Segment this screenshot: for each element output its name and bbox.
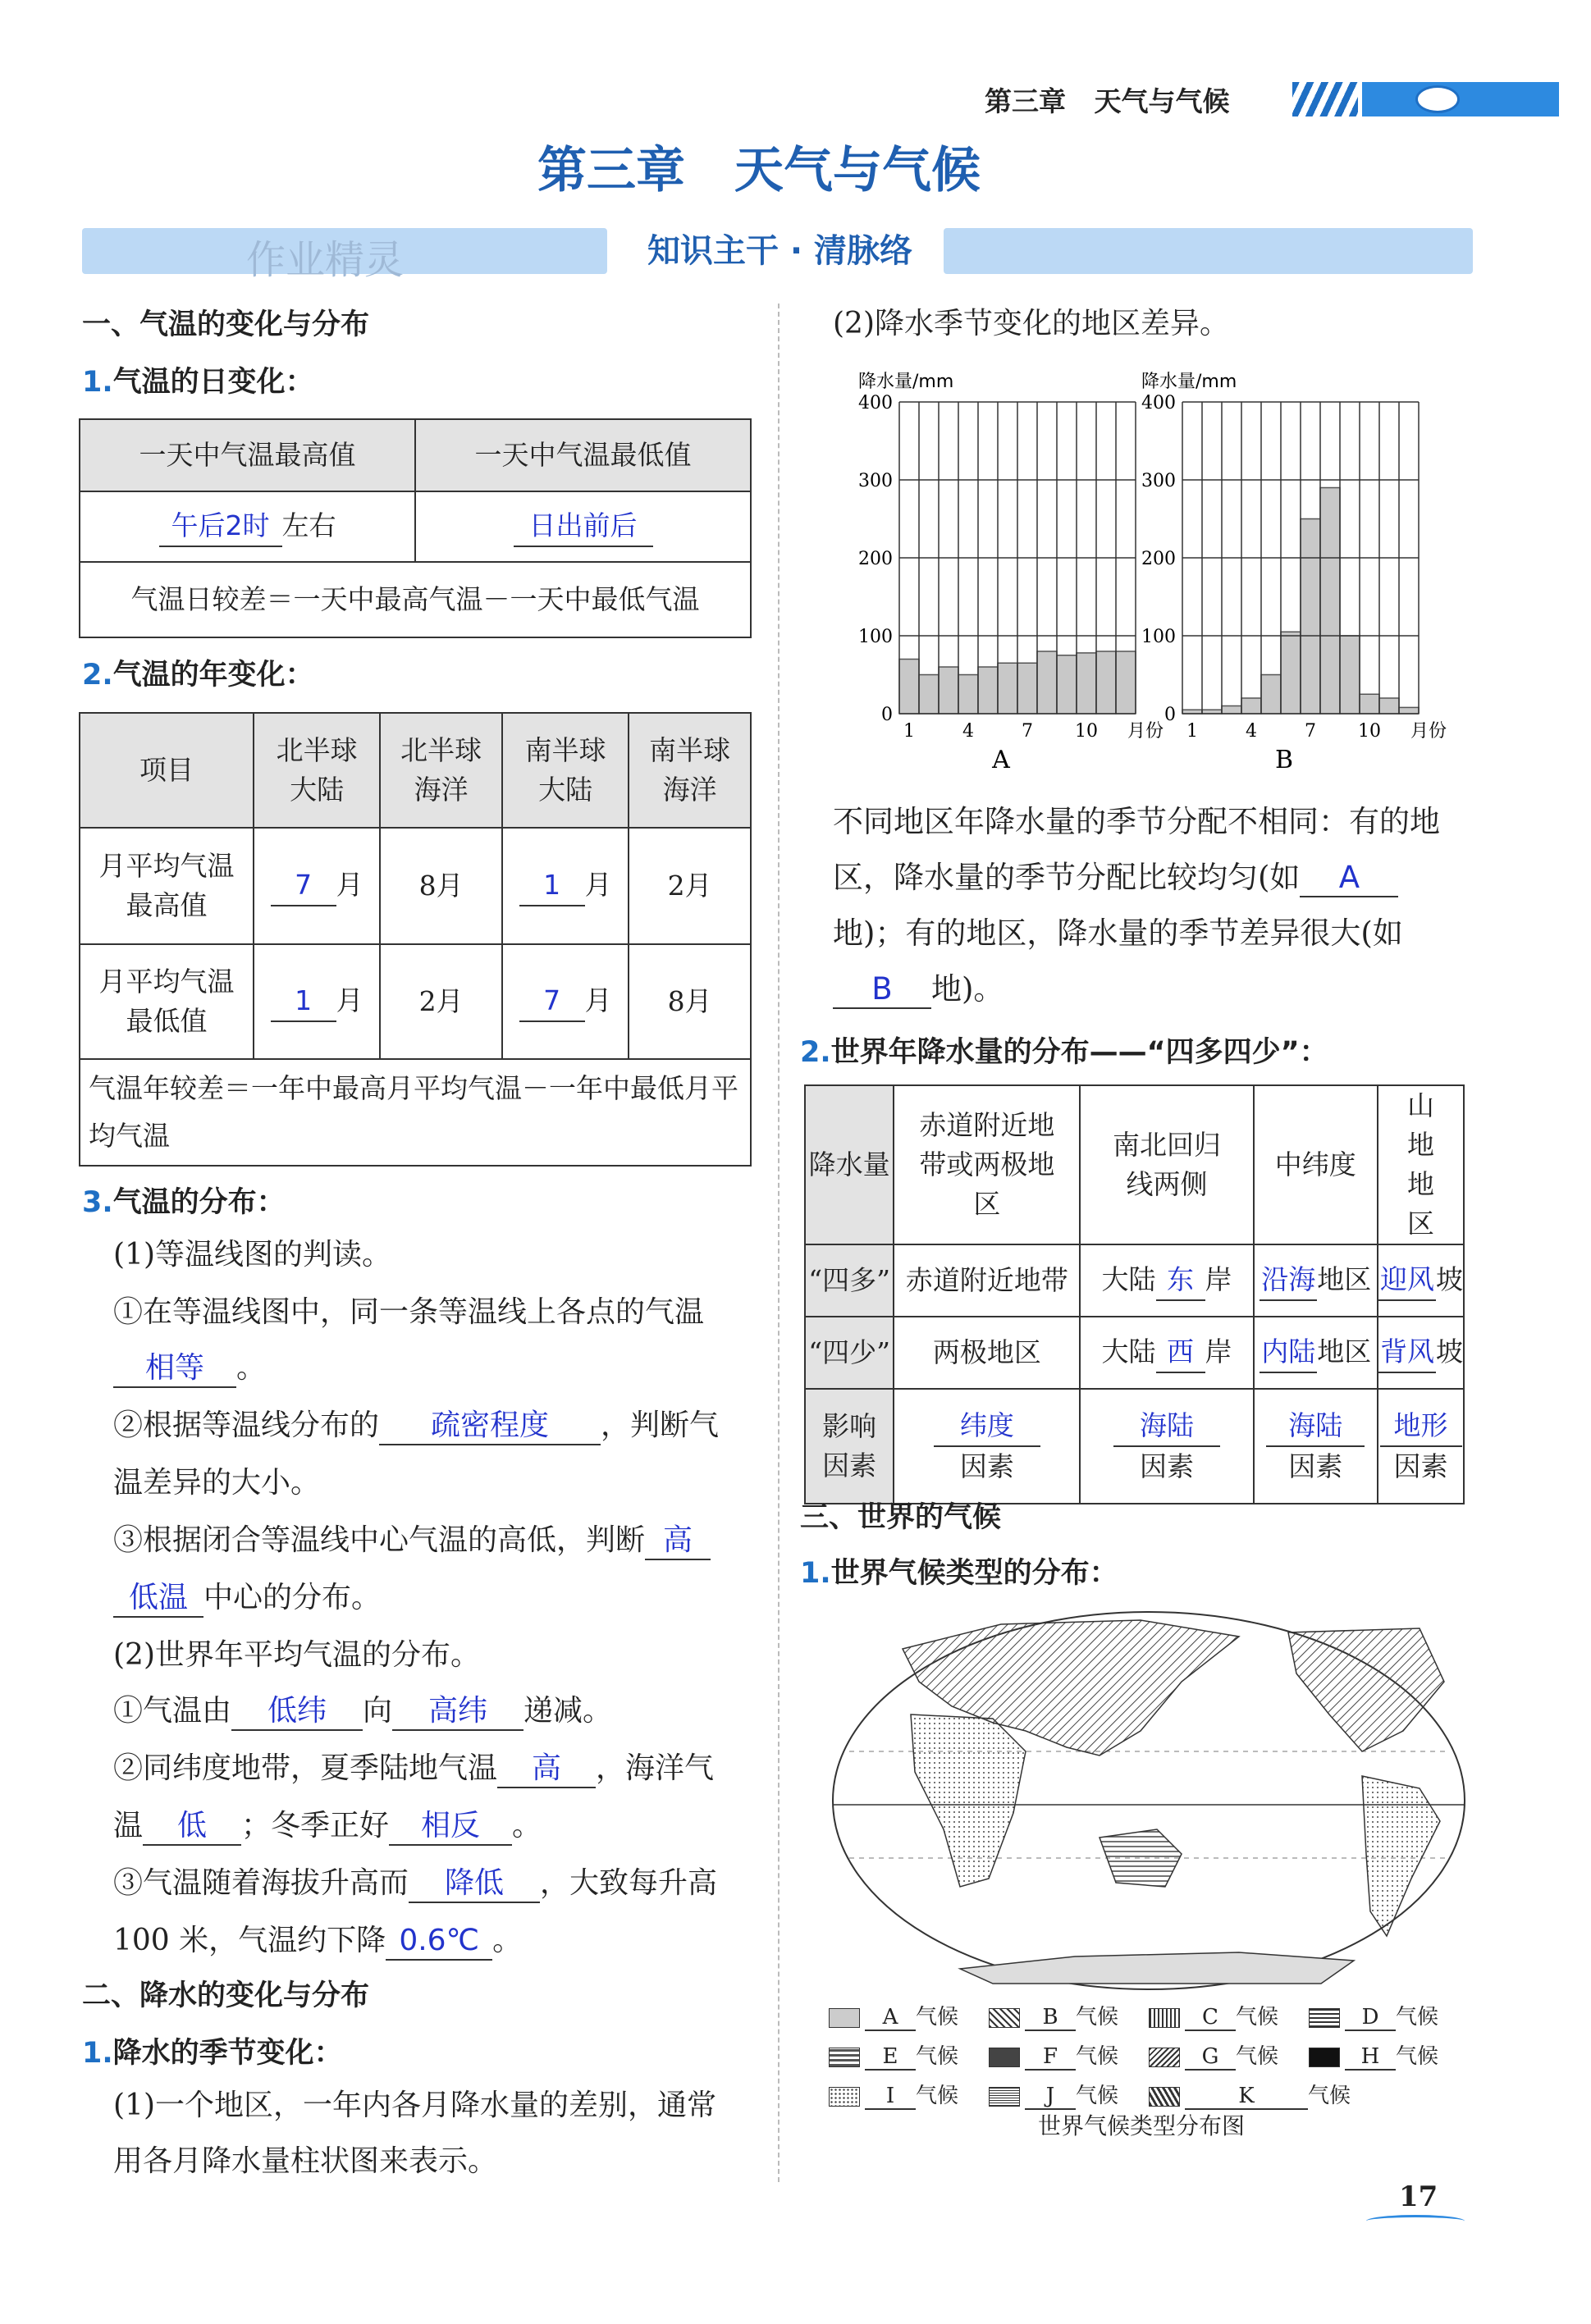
s2-q2-heading	[800, 1030, 1328, 1071]
q3-l5d: ；冬季正好	[241, 1809, 390, 1842]
q3-l6a: ③气温随着海拔升高而	[113, 1866, 409, 1900]
pt-r2-c2a: 大陆	[1101, 1336, 1156, 1367]
q3-l4c: 递减。	[523, 1694, 613, 1728]
pt-r3-s2: 因素	[1140, 1450, 1194, 1482]
q3-l2b: ，判断气	[601, 1409, 720, 1442]
s3-q1-label: 世界气候类型的分布：	[830, 1557, 1118, 1590]
annual-note: 气温年较差＝一年中最高月平均气温－一年中最低月平均气温	[80, 1059, 751, 1166]
annual-r1-unit3: 月	[584, 869, 612, 901]
column-divider	[778, 304, 779, 2182]
chart-a-ytick: 100	[858, 627, 893, 647]
q3-l5b: ，海洋气	[596, 1751, 715, 1785]
legend-item	[1149, 2079, 1351, 2110]
daily-note: 气温日较差＝一天中最高气温－一天中最低气温	[80, 562, 751, 637]
q3-answer-1: 相等	[113, 1350, 236, 1388]
legend-suffix: 气候	[916, 2005, 959, 2030]
legend-swatch	[829, 2087, 860, 2107]
legend-swatch	[1309, 2048, 1340, 2067]
running-header	[985, 80, 1229, 119]
chart-b-bar	[1241, 698, 1261, 714]
s2-text4	[833, 971, 1004, 1009]
q3-p1: (1)等温线图的判读。	[113, 1238, 391, 1272]
s1-q3-num: 3.	[82, 1186, 113, 1219]
legend-letter: H	[1345, 2044, 1396, 2071]
chart-b-ylabel: 降水量/mm	[1141, 372, 1237, 392]
chart-b-bar	[1222, 706, 1241, 715]
legend-item	[1309, 2039, 1469, 2071]
annual-h0: 项目	[80, 713, 254, 828]
q3-answer-5c: 相反	[389, 1808, 512, 1846]
q3-line5	[113, 1751, 714, 1788]
chart-a-bar	[1057, 655, 1077, 714]
q3-l6c: 100 米，气温约下降	[113, 1924, 386, 1957]
pt-r2-c3b: 地区	[1317, 1336, 1372, 1367]
annual-h2: 北半球海洋	[380, 713, 502, 828]
annual-r1-a1: 7	[271, 865, 336, 906]
chart-b-ytick: 0	[1164, 705, 1176, 725]
s1-q1-heading	[82, 359, 314, 400]
q3-line6	[113, 1865, 717, 1903]
chart-b-xtick: 4	[1246, 721, 1257, 742]
chart-a-bar	[1037, 651, 1057, 714]
banner-label: 知识主干 · 清脉络	[647, 232, 913, 270]
chart-b-bar	[1379, 698, 1399, 714]
annual-r2-a1: 1	[271, 981, 336, 1022]
chart-a-xtick: 7	[1022, 721, 1033, 742]
header-topic: 天气与气候	[1094, 85, 1230, 117]
section-2-heading: 二、降水的变化与分布	[82, 1979, 370, 2012]
s2-p1b: 用各月降水量柱状图来表示。	[113, 2144, 498, 2178]
legend-swatch	[1309, 2008, 1340, 2028]
legend-letter: J	[1025, 2084, 1076, 2110]
q3-answer-6a: 降低	[409, 1865, 540, 1903]
chart-a-bar	[919, 675, 939, 715]
legend-letter: A	[865, 2005, 916, 2031]
q3-answer-3b: 低温	[113, 1580, 203, 1618]
pt-r2-c1: 两极地区	[894, 1317, 1080, 1389]
legend-suffix: 气候	[1236, 2044, 1279, 2069]
legend-swatch	[989, 2087, 1020, 2107]
annual-r1-c4: 2月	[629, 828, 751, 944]
q3-l2a: ②根据等温线分布的	[113, 1409, 380, 1442]
pt-r3-s3: 因素	[1288, 1450, 1343, 1482]
pt-r1-c4	[1378, 1244, 1464, 1317]
header-chapter: 第三章	[985, 85, 1066, 117]
chart-a-xtick: 4	[962, 721, 974, 742]
legend-item	[829, 2079, 989, 2110]
legend-item	[989, 2000, 1149, 2031]
chart-b-bar	[1340, 636, 1360, 714]
pt-h4: 山地地区	[1378, 1085, 1464, 1244]
pt-r1-c4b: 坡	[1436, 1263, 1463, 1295]
annual-h3: 南半球大陆	[502, 713, 629, 828]
chart-a-bar	[939, 667, 958, 714]
banner-right	[944, 228, 1473, 274]
s2-text2	[833, 860, 1398, 897]
pt-r2-c2b: 岸	[1205, 1336, 1232, 1367]
annual-r1-unit1: 月	[336, 869, 363, 901]
s2-answer-A: A	[1300, 860, 1398, 897]
chart-b-xlabel: 月份	[1410, 721, 1447, 742]
daily-h1: 一天中气温最高值	[80, 419, 415, 491]
chart-a-xtick: 10	[1075, 721, 1098, 742]
q3-l5c: 温	[113, 1809, 144, 1842]
header-stripes	[1292, 82, 1358, 116]
pt-r2-c4	[1378, 1317, 1464, 1389]
chart-b-bar	[1301, 519, 1320, 715]
pt-r2-a2: 西	[1156, 1332, 1205, 1373]
legend-letter: B	[1025, 2005, 1076, 2031]
legend-letter: F	[1025, 2044, 1076, 2071]
legend-suffix: 气候	[1308, 2084, 1351, 2108]
chart-a-bar	[899, 660, 919, 715]
legend-swatch	[989, 2048, 1020, 2067]
q3-line2	[113, 1408, 719, 1445]
chart-a-ylabel: 降水量/mm	[858, 372, 954, 392]
chart-a-bar	[958, 675, 978, 715]
legend-swatch	[829, 2048, 860, 2067]
map-caption: 世界气候类型分布图	[1038, 2112, 1246, 2139]
pt-h2: 南北回归线两侧	[1080, 1085, 1253, 1244]
annual-r1-c3	[502, 828, 629, 944]
annual-r2-a3: 7	[519, 981, 585, 1022]
section-3-heading: 三、世界的气候	[800, 1501, 1002, 1534]
q3-answer-5b: 低	[143, 1808, 241, 1846]
chart-a-ytick: 400	[858, 393, 893, 413]
q3-l1b: 。	[236, 1351, 267, 1385]
annual-r2-c1	[254, 944, 380, 1059]
q3-line1-cont	[113, 1350, 266, 1388]
pt-r2-label: “四少”	[805, 1317, 894, 1389]
pt-h1: 赤道附近地带或两极地区	[894, 1085, 1080, 1244]
q3-line1: ①在等温线图中，同一条等温线上各点的气温	[113, 1295, 705, 1329]
s3-q1-num: 1.	[800, 1557, 831, 1590]
annual-r2-c4: 8月	[629, 944, 751, 1059]
pt-r1-a3: 沿海	[1260, 1260, 1317, 1301]
chart-a-title: A	[992, 746, 1010, 774]
chart-b-xtick: 10	[1358, 721, 1381, 742]
annual-r1-c2: 8月	[380, 828, 502, 944]
s2-p1: (1)一个地区，一年内各月降水量的差别，通常	[113, 2089, 716, 2122]
legend-letter: E	[865, 2044, 916, 2071]
legend-swatch	[1149, 2087, 1180, 2107]
chart-b-ytick: 200	[1141, 549, 1176, 569]
q3-line3	[113, 1523, 711, 1560]
s1-q3-label: 气温的分布：	[112, 1186, 286, 1219]
q3-answer-5a: 高	[497, 1751, 596, 1788]
q3-line2-cont: 温差异的大小。	[113, 1466, 321, 1500]
chart-b-bar	[1399, 707, 1419, 714]
legend-suffix: 气候	[1396, 2044, 1439, 2069]
page-number: 17	[1399, 2180, 1438, 2213]
pt-r3-s4: 因素	[1393, 1450, 1448, 1482]
chart-a-ytick: 300	[858, 471, 893, 491]
legend-swatch	[1149, 2048, 1180, 2067]
q3-l3a: ③根据闭合等温线中心气温的高低，判断	[113, 1523, 646, 1557]
annual-r2-unit3: 月	[584, 984, 612, 1016]
s2-q1-heading	[82, 2030, 343, 2071]
q3-answer-3a: 高	[645, 1523, 711, 1560]
chart-a-bar	[1116, 651, 1136, 714]
pt-r1-c1: 赤道附近地带	[894, 1244, 1080, 1317]
page-number-wave	[1366, 2215, 1465, 2227]
s2-q1-label: 降水的季节变化：	[112, 2037, 343, 2070]
s1-q3-heading	[82, 1180, 286, 1221]
annual-r2-label: 月平均气温最低值	[80, 944, 254, 1059]
s2-text3: 地)；有的地区，降水量的季节差异很大(如	[833, 915, 1403, 951]
s1-q2-label: 气温的年变化：	[112, 659, 314, 692]
legend-swatch	[829, 2008, 860, 2028]
pt-r2-c4b: 坡	[1436, 1336, 1463, 1367]
legend-suffix: 气候	[1076, 2044, 1119, 2069]
annual-r2-unit1: 月	[336, 984, 363, 1016]
chart-b-ytick: 400	[1141, 393, 1176, 413]
pt-h0: 降水量	[805, 1085, 894, 1244]
chart-b-xtick: 7	[1305, 721, 1316, 742]
s1-q2-heading	[82, 652, 314, 693]
s2-q2-label: 世界年降水量的分布——“四多四少”：	[830, 1036, 1328, 1069]
s1-q1-num: 1.	[82, 366, 113, 399]
s3-q1-heading	[800, 1550, 1118, 1591]
legend-item	[829, 2039, 989, 2071]
legend-suffix: 气候	[1236, 2005, 1279, 2030]
climate-legend	[829, 2000, 1477, 2118]
s2-q1-num: 1.	[82, 2037, 113, 2070]
eye-icon	[1415, 85, 1460, 113]
legend-suffix: 气候	[916, 2084, 959, 2108]
daily-min-answer: 日出前后	[514, 506, 653, 547]
pt-r2-a4: 背风	[1378, 1332, 1436, 1373]
annual-r1-label: 月平均气温最高值	[80, 828, 254, 944]
chart-a-ytick: 200	[858, 549, 893, 569]
s2-q2-num: 2.	[800, 1036, 831, 1069]
daily-max-cell	[80, 491, 415, 562]
page-title: 第三章 天气与气候	[537, 142, 981, 199]
q3-answer-6b: 0.6℃	[386, 1923, 492, 1961]
pt-h3: 中纬度	[1254, 1085, 1378, 1244]
pt-r1-c2b: 岸	[1205, 1263, 1232, 1295]
chart-b-bar	[1320, 488, 1340, 715]
legend-letter: D	[1345, 2005, 1396, 2031]
precipitation-table	[804, 1084, 1465, 1504]
pt-r3-c4	[1378, 1389, 1464, 1504]
pt-r3-a1: 纬度	[934, 1406, 1040, 1447]
q3-line3-cont	[113, 1580, 381, 1618]
daily-min-cell	[415, 491, 751, 562]
q3-answer-4a: 低纬	[231, 1693, 363, 1731]
pt-r3-c3	[1254, 1389, 1378, 1504]
annual-r1-a3: 1	[519, 865, 585, 906]
s2-text1: 不同地区年降水量的季节分配不相同：有的地	[833, 804, 1440, 839]
chart-b-bar	[1360, 694, 1379, 714]
legend-suffix: 气候	[1396, 2005, 1439, 2030]
section-1-heading: 一、气温的变化与分布	[82, 308, 370, 341]
legend-letter: I	[865, 2084, 916, 2110]
q3-l5a: ②同纬度地带，夏季陆地气温	[113, 1751, 498, 1785]
legend-swatch	[989, 2008, 1020, 2028]
header-bar	[1362, 82, 1559, 116]
annual-h4: 南半球海洋	[629, 713, 751, 828]
q3-line5-cont	[113, 1808, 542, 1846]
legend-letter: K	[1185, 2084, 1308, 2110]
annual-r1-c1	[254, 828, 380, 944]
legend-suffix: 气候	[1076, 2084, 1119, 2108]
pt-r2-c2	[1080, 1317, 1253, 1389]
q3-l6b: ，大致每升高	[540, 1866, 718, 1900]
s2-t2: 区，降水量的季节分配比较均匀(如	[833, 860, 1301, 895]
legend-item	[829, 2000, 989, 2031]
annual-r2-c3	[502, 944, 629, 1059]
chart-a-bar	[1017, 663, 1037, 714]
chart-b-bar	[1261, 675, 1281, 715]
pt-r1-a4: 迎风	[1378, 1260, 1436, 1301]
pt-r1-label: “四多”	[805, 1244, 894, 1317]
chart-b-title: B	[1274, 746, 1294, 774]
q3-l6d: 。	[492, 1924, 523, 1957]
pt-r3-c2	[1080, 1389, 1253, 1504]
chart-a-bar	[1077, 653, 1096, 714]
q3-line4	[113, 1693, 612, 1731]
chart-b-xtick: 1	[1186, 721, 1198, 742]
q3-l4b: 向	[363, 1694, 393, 1728]
legend-letter: G	[1185, 2044, 1236, 2071]
pt-r1-c2	[1080, 1244, 1253, 1317]
legend-item	[989, 2039, 1149, 2071]
precipitation-charts	[821, 361, 1461, 779]
pt-r3-a4: 地形	[1380, 1406, 1462, 1447]
annual-temp-table	[79, 712, 752, 1167]
q3-line6-cont	[113, 1923, 522, 1961]
pt-r1-c2a: 大陆	[1101, 1263, 1156, 1295]
pt-r1-a2: 东	[1156, 1260, 1205, 1301]
chart-a-bar	[998, 663, 1017, 714]
chart-b-ytick: 300	[1141, 471, 1176, 491]
q3-l5e: 。	[512, 1809, 542, 1842]
pt-r2-c3	[1254, 1317, 1378, 1389]
chart-a-bar	[1096, 651, 1116, 714]
legend-letter: C	[1185, 2005, 1236, 2031]
pt-r3-c1	[894, 1389, 1080, 1504]
world-climate-map	[829, 1608, 1469, 1993]
legend-suffix: 气候	[916, 2044, 959, 2069]
chart-b-bar	[1281, 632, 1301, 714]
pt-r1-c3	[1254, 1244, 1378, 1317]
q3-answer-4b: 高纬	[392, 1693, 523, 1731]
pt-r2-a3: 内陆	[1260, 1332, 1317, 1373]
annual-r2-c2: 2月	[380, 944, 502, 1059]
pt-r3-label: 影响因素	[805, 1389, 894, 1504]
chart-b-ytick: 100	[1141, 627, 1176, 647]
s2-t4: 地)。	[931, 971, 1004, 1007]
daily-max-tail: 左右	[281, 509, 336, 541]
q3-l3b: 中心的分布。	[203, 1581, 382, 1614]
banner-watermark: 作业精灵	[246, 237, 405, 283]
legend-swatch	[1149, 2008, 1180, 2028]
daily-max-answer: 午后2时	[159, 506, 282, 547]
pt-r3-a3: 海陆	[1266, 1406, 1365, 1447]
legend-item	[1149, 2000, 1309, 2031]
daily-h2: 一天中气温最低值	[415, 419, 751, 491]
q3-p2: (2)世界年平均气温的分布。	[113, 1638, 480, 1672]
pt-r3-a2: 海陆	[1113, 1406, 1220, 1447]
pt-r3-s1: 因素	[959, 1450, 1014, 1482]
s2-answer-B: B	[833, 971, 931, 1009]
legend-item	[989, 2079, 1149, 2110]
annual-h1: 北半球大陆	[254, 713, 380, 828]
s1-q1-label: 气温的日变化：	[112, 366, 314, 399]
q3-answer-2: 疏密程度	[379, 1408, 601, 1445]
s1-q2-num: 2.	[82, 659, 113, 692]
chart-a-xtick: 1	[903, 721, 915, 742]
pt-r1-c3b: 地区	[1317, 1263, 1372, 1295]
legend-item	[1149, 2039, 1309, 2071]
s2-p2: (2)降水季节变化的地区差异。	[833, 307, 1229, 340]
legend-item	[1309, 2000, 1469, 2031]
legend-suffix: 气候	[1076, 2005, 1119, 2030]
chart-a-xlabel: 月份	[1127, 721, 1164, 742]
q3-l4a: ①气温由	[113, 1694, 232, 1728]
daily-temp-table	[79, 418, 752, 638]
chart-a-bar	[978, 667, 998, 714]
chart-a-ytick: 0	[881, 705, 893, 725]
